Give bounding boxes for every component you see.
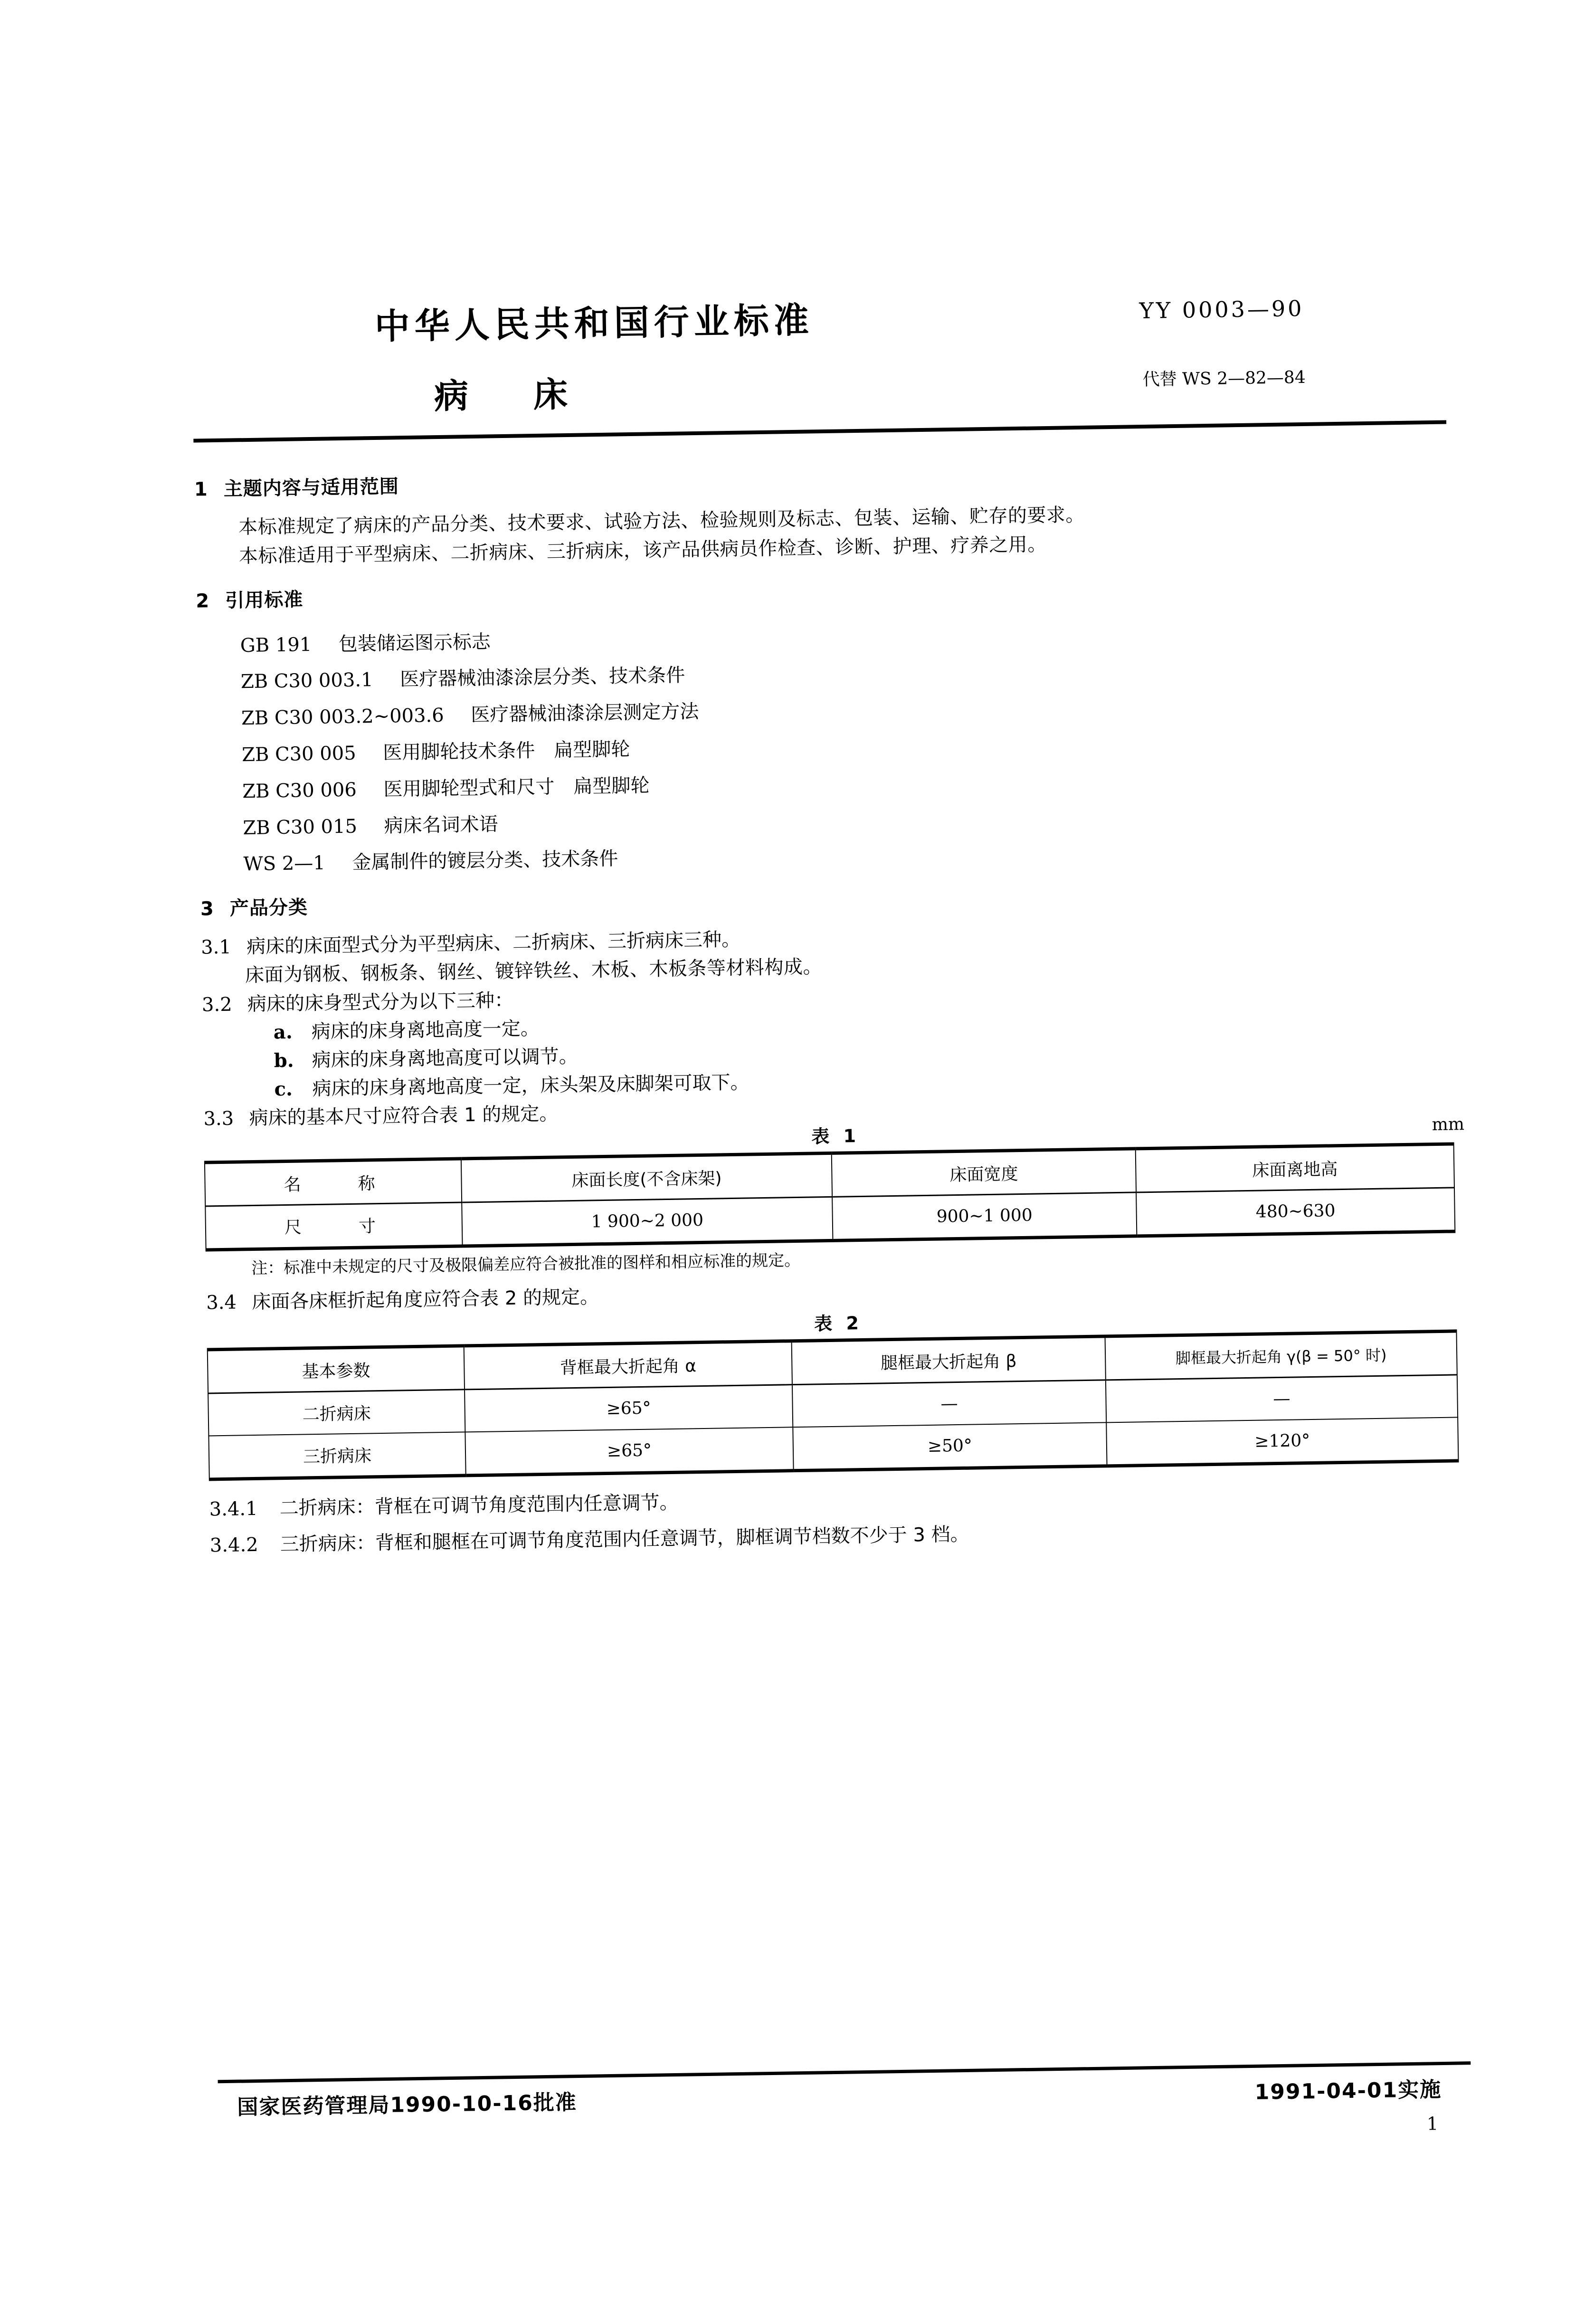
clause-3-2-text: 病床的床身型式分为以下三种： [247,989,514,1016]
masthead-divider [193,420,1446,443]
table-2-cell: ≥65° [465,1384,793,1432]
list-text-a: 病床的床身离地高度一定。 [311,1017,540,1043]
clause-3-4-1-text: 二折病床：背框在可调节角度范围内任意调节。 [279,1491,679,1519]
implementation-date: 1991-04-01实施 [1254,2077,1442,2105]
document-title: 病 床 [434,374,595,417]
section-3-number: 3 [200,898,215,920]
reference-code: ZB C30 015 [243,815,358,839]
table-2 [207,1329,1459,1481]
table-1-cell: 900~1 000 [832,1192,1137,1240]
page-number: 1 [1426,2113,1439,2134]
table-1 [204,1142,1456,1251]
table-2-header-cell: 基本参数 [208,1346,465,1393]
section-3-title: 产品分类 [229,896,308,920]
table-2-cell: ≥50° [793,1422,1107,1470]
table-1-header-cell: 床面长度(不含床架) [461,1153,832,1202]
clause-3-4-1-label: 3.4.1 [209,1497,258,1520]
reference-name: 包装储运图示标志 [338,631,491,655]
page-content [191,256,1473,2134]
table-2-cell: — [1106,1374,1458,1422]
table-1-caption: 表 1 [811,1125,860,1147]
section-1-number: 1 [194,478,209,501]
reference-name: 病床名词术语 [384,813,498,837]
reference-code: ZB C30 003.2~003.6 [241,705,444,730]
table-2-header-cell: 脚框最大折起角 γ(β = 50° 时) [1105,1331,1457,1380]
section-2-title: 引用标准 [225,588,304,612]
reference-name: 医用脚轮型式和尺寸 扁型脚轮 [383,774,650,800]
national-standard-title: 中华人民共和国行业标准 [374,300,814,347]
clause-3-4-text: 床面各床框折起角度应符合表 2 的规定。 [251,1286,599,1313]
page-footer [218,2072,1472,2162]
table-2-cell: 二折病床 [208,1389,465,1436]
reference-name: 医疗器械油漆涂层测定方法 [471,701,699,726]
table-1-cell: 1 900~2 000 [462,1197,833,1246]
replaces-standard: 代替 WS 2—82—84 [1142,367,1306,390]
table-2-cell: 三折病床 [209,1432,465,1479]
table-1-unit: mm [1432,1114,1465,1135]
clause-3-1-continuation: 床面为钢板、钢板条、钢丝、镀锌铁丝、木板、木板条等材料构成。 [245,956,823,987]
standard-number: YY 0003—90 [1139,295,1304,324]
reference-code: ZB C30 003.1 [240,669,373,693]
section-1-title: 主题内容与适用范围 [223,476,399,500]
clause-3-4-label: 3.4 [206,1291,237,1314]
table-2-header-cell: 腿框最大折起角 β [792,1336,1106,1384]
clause-3-1-text: 病床的床面型式分为平型病床、二折病床、三折病床三种。 [246,928,741,958]
reference-code: ZB C30 006 [242,779,357,803]
reference-name: 医疗器械油漆涂层分类、技术条件 [399,664,685,691]
table-1-header-cell: 床面宽度 [832,1149,1136,1197]
table-2-cell: ≥65° [465,1427,793,1476]
clause-3-3-label: 3.3 [203,1107,234,1130]
section-2-number: 2 [196,590,210,612]
table-1-cell: 480~630 [1136,1188,1455,1236]
section-1-paragraph-1: 本标准规定了病床的产品分类、技术要求、试验方法、检验规则及标志、包装、运输、贮存的要求。 [238,504,1085,539]
list-text-c: 病床的床身离地高度一定，床头架及床脚架可取下。 [312,1071,750,1100]
reference-code: WS 2—1 [243,852,326,876]
clause-3-4-2-text: 三折病床：背框和腿框在可调节角度范围内任意调节，脚框调节档数不少于 3 档。 [280,1523,969,1555]
table-1-header-cell: 名 称 [205,1159,462,1206]
reference-code: GB 191 [240,633,312,657]
clause-3-1-label: 3.1 [200,936,232,959]
table-1-header-cell: 床面离地高 [1136,1144,1454,1192]
reference-name: 金属制件的镀层分类、技术条件 [352,848,618,874]
list-marker-a: a. [273,1020,293,1044]
list-marker-b: b. [274,1049,294,1072]
section-1-paragraph-2: 本标准适用于平型病床、二折病床、三折病床，该产品供病员作检查、诊断、护理、疗养之用。 [238,533,1047,568]
clause-3-4-2-label: 3.4.2 [209,1533,258,1556]
reference-name: 医用脚轮技术条件 扁型脚轮 [382,738,630,764]
list-marker-c: c. [274,1077,293,1101]
table-1-cell: 尺 寸 [205,1202,462,1250]
reference-code: ZB C30 005 [241,742,356,766]
approval-statement: 国家医药管理局1990-10-16批准 [237,2090,578,2120]
clause-3-3-text: 病床的基本尺寸应符合表 1 的规定。 [249,1103,559,1130]
masthead [191,256,1457,474]
list-text-b: 病床的床身离地高度可以调节。 [312,1045,578,1072]
table-2-cell: — [792,1380,1106,1427]
table-1-note: 注：标准中未规定的尺寸及极限偏差应符合被批准的图样和相应标准的规定。 [251,1250,801,1278]
table-2-cell: ≥120° [1106,1417,1458,1466]
table-2-caption: 表 2 [814,1312,863,1334]
table-2-header-cell: 背框最大折起角 α [464,1341,792,1389]
clause-3-2-label: 3.2 [201,993,232,1016]
